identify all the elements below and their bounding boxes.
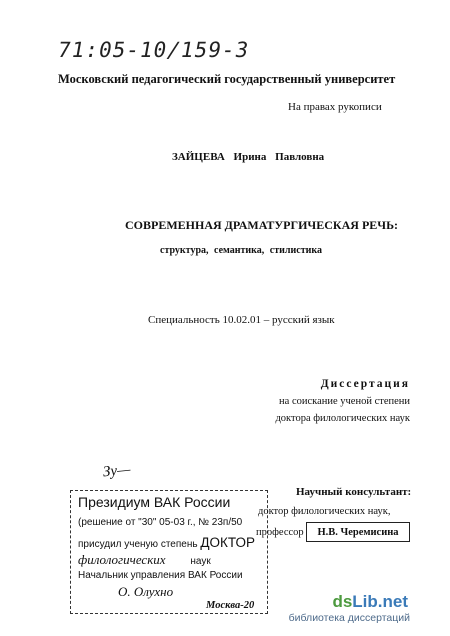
- advisor-name: Н.В. Черемисина: [306, 522, 410, 542]
- city-year: Москва-20: [206, 600, 255, 611]
- dslib-logo: dsLib.net: [332, 592, 408, 611]
- handwritten-catalog-code: 71:05-10/159-3: [55, 38, 252, 62]
- dissertation-label: Диссертация: [320, 378, 410, 390]
- degree-field-line: доктора филологических наук: [275, 413, 410, 424]
- stamp-decision-line: (решение от "30" 05-03 г., № 23п/50: [78, 517, 243, 528]
- stamp-degree-prefix: присудил ученую степень: [78, 539, 198, 550]
- dslib-caption: библиотека диссертаций: [288, 612, 410, 624]
- stamp-science-handwritten: филологических: [78, 552, 166, 567]
- advisor-role: профессор: [256, 527, 304, 538]
- university-name: Московский педагогический государственный университет: [58, 72, 396, 86]
- stamp-science-line: [78, 552, 211, 568]
- handwritten-signature-mark: Зу—: [102, 461, 132, 481]
- stamp-head-line: Начальник управления ВАК России: [78, 570, 243, 581]
- advisor-label: Научный консультант:: [296, 486, 412, 498]
- stamp-title: Президиум ВАК России: [78, 494, 231, 510]
- specialty-line: Специальность 10.02.01 – русский язык: [148, 314, 335, 326]
- stamp-signature: О. Олухно: [118, 584, 174, 599]
- advisor-degree: доктор филологических наук,: [258, 506, 391, 517]
- manuscript-note: На правах рукописи: [288, 101, 382, 113]
- author-name: ЗАЙЦЕВА Ирина Павловна: [172, 151, 325, 163]
- stamp-degree-value: ДОКТОР: [200, 535, 256, 550]
- dissertation-subtitle: структура, семантика, стилистика: [160, 245, 323, 256]
- stamp-degree-line: [78, 535, 255, 550]
- degree-purpose-line: на соискание ученой степени: [279, 396, 410, 407]
- dissertation-title: СОВРЕМЕННАЯ ДРАМАТУРГИЧЕСКАЯ РЕЧЬ:: [125, 218, 399, 232]
- stamp-science-suffix: наук: [190, 556, 211, 567]
